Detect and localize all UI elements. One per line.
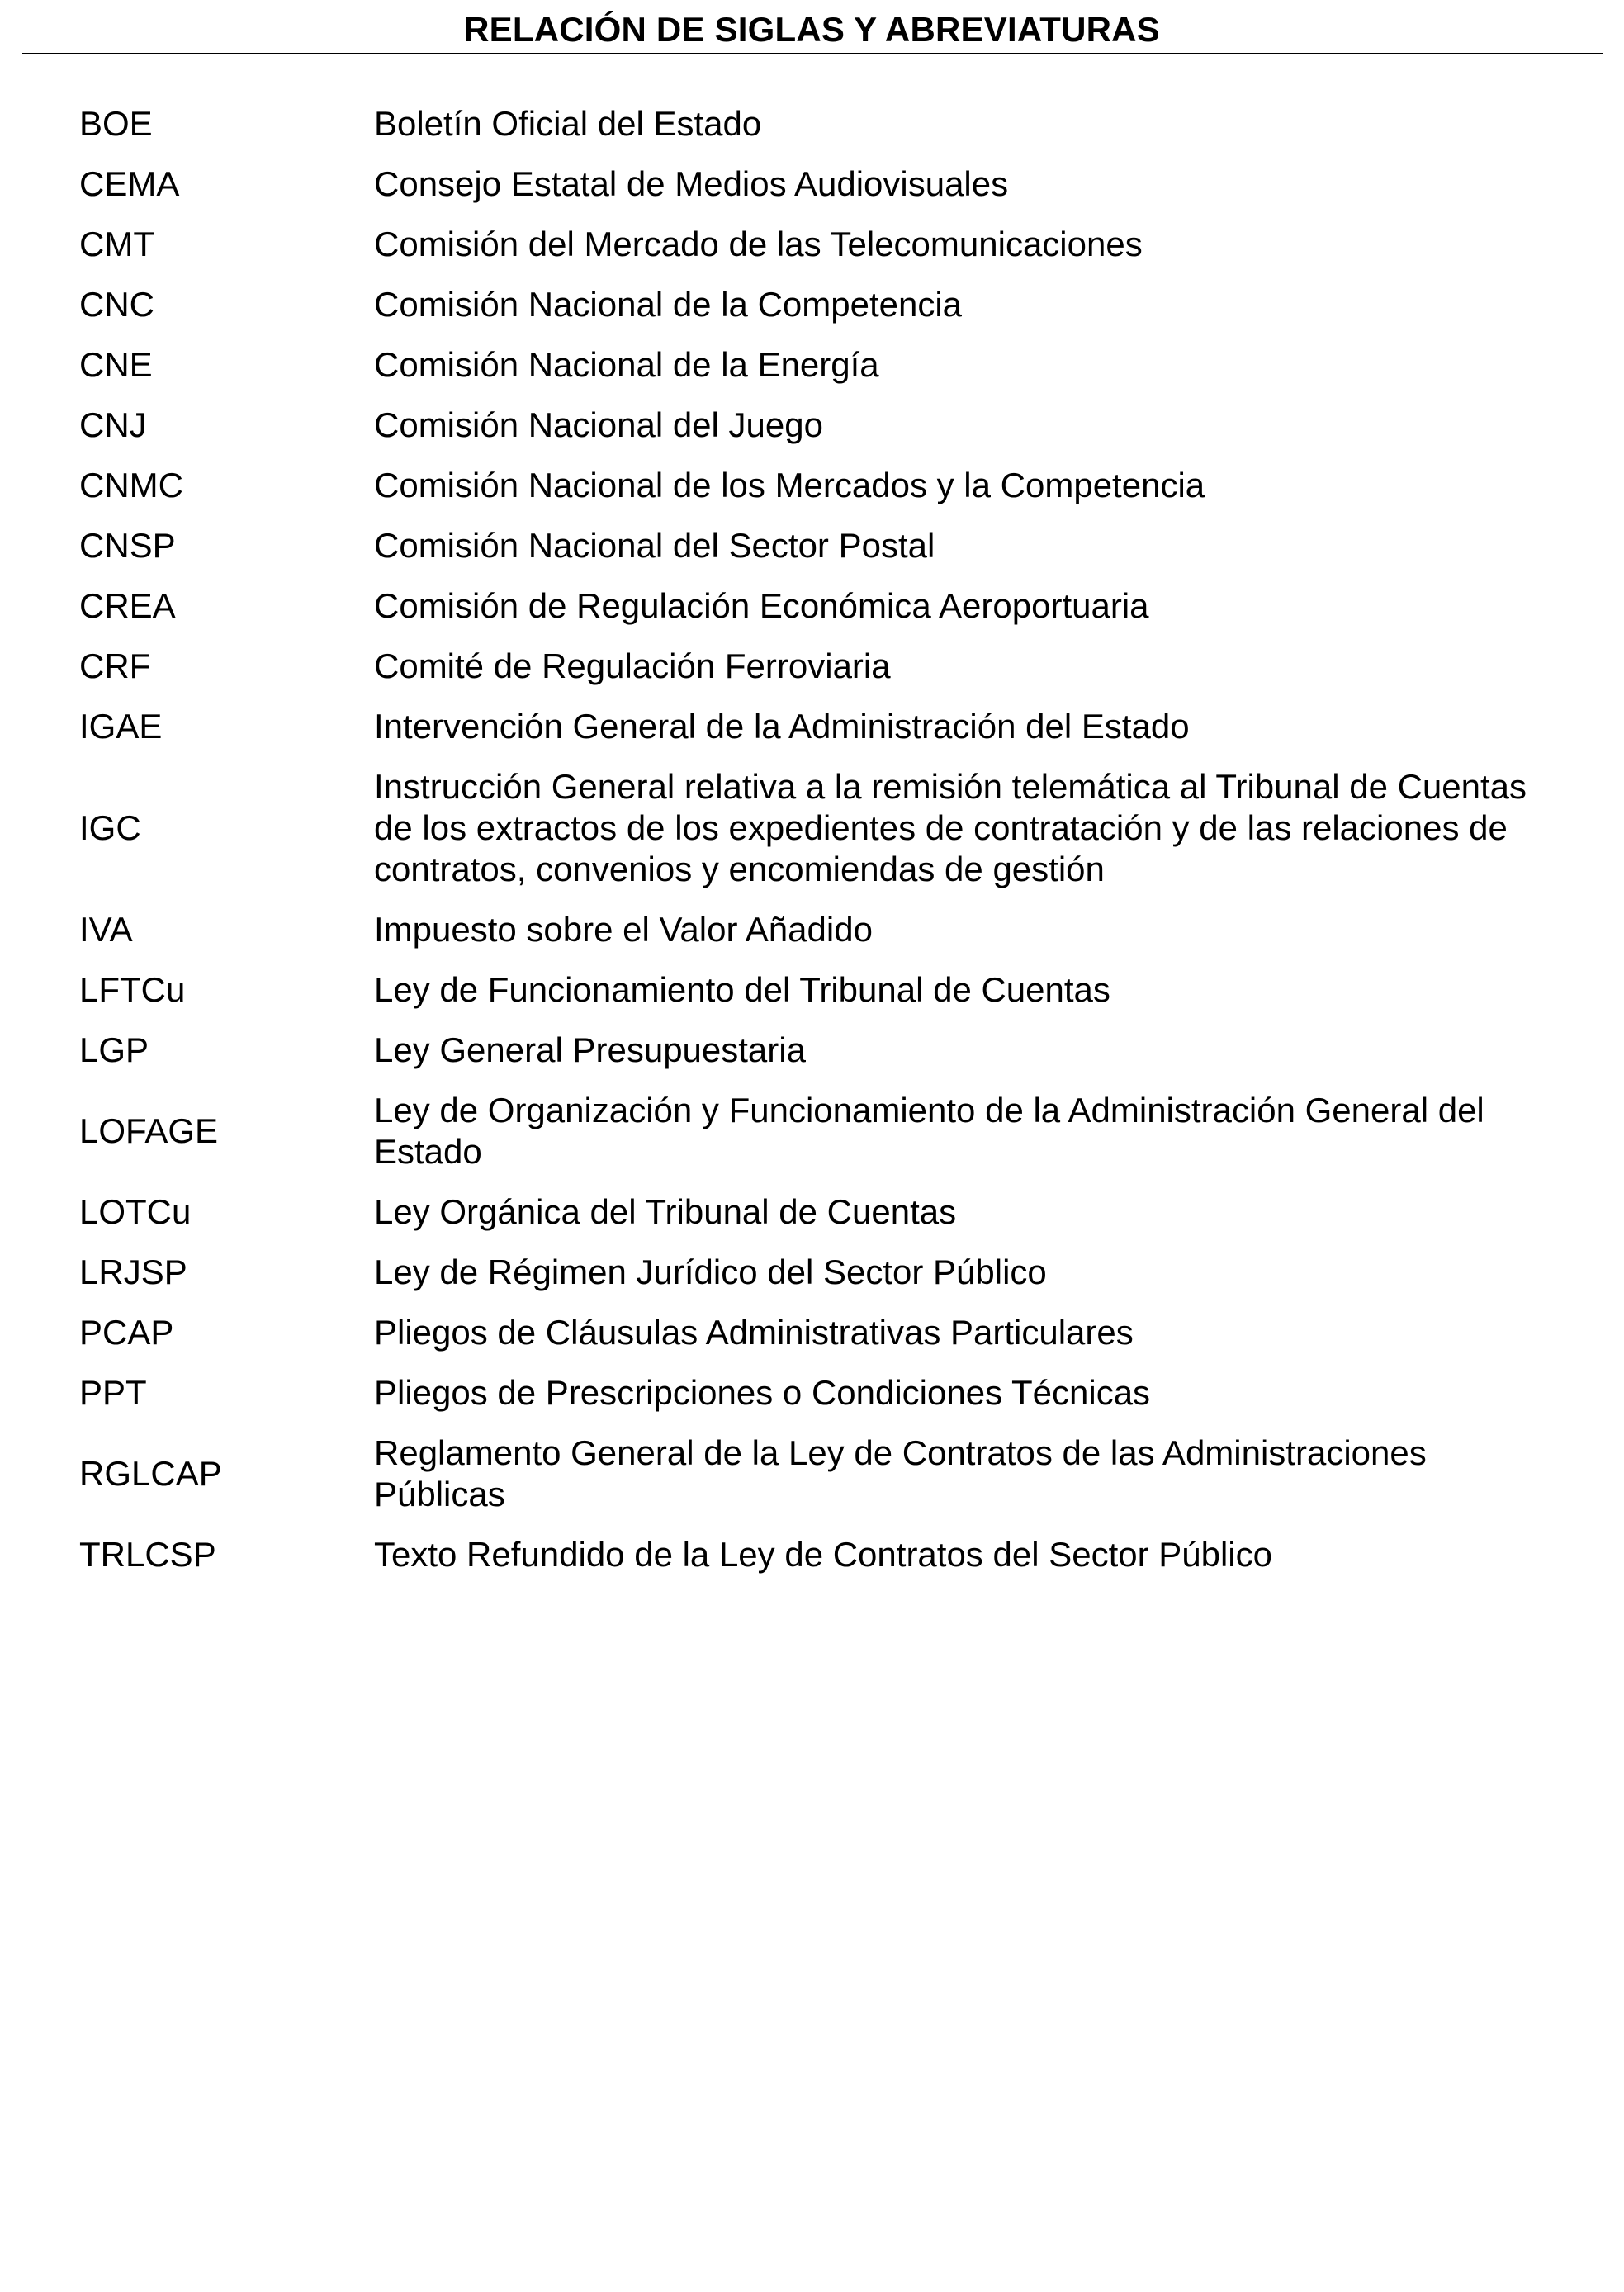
abbreviation-meaning: Comité de Regulación Ferroviaria	[374, 646, 891, 685]
abbreviation-code: CNJ	[79, 405, 147, 444]
abbreviation-meaning: Pliegos de Prescripciones o Condiciones Técnicas	[374, 1373, 1151, 1412]
abbreviation-meaning: Ley General Presupuestaria	[374, 1030, 806, 1069]
abbreviation-code: RGLCAP	[79, 1454, 222, 1493]
abbreviation-meaning: Instrucción General relativa a la remisión telemática al Tribunal de Cuentas de los extractos de los expedientes de contratación y de las relaciones de contratos, convenios y encomiendas de gestión	[374, 767, 1527, 888]
list-item	[79, 969, 1565, 1011]
abbreviation-meaning: Comisión Nacional del Juego	[374, 405, 823, 444]
abbreviation-meaning: Boletín Oficial del Estado	[374, 104, 762, 143]
list-item	[79, 1090, 1565, 1172]
abbreviation-code: CEMA	[79, 164, 180, 203]
list-item	[79, 1030, 1565, 1071]
list-item	[79, 344, 1565, 386]
abbreviation-meaning: Ley de Funcionamiento del Tribunal de Cuentas	[374, 970, 1110, 1009]
abbreviation-list	[79, 103, 1565, 1594]
abbreviation-code: BOE	[79, 104, 153, 143]
abbreviation-code: PCAP	[79, 1313, 174, 1352]
abbreviation-code: CRF	[79, 646, 151, 685]
list-item	[79, 224, 1565, 265]
title-divider	[22, 53, 1603, 54]
abbreviation-code: CNSP	[79, 526, 176, 565]
abbreviation-meaning: Texto Refundido de la Ley de Contratos del Sector Público	[374, 1535, 1273, 1574]
list-item	[79, 766, 1565, 890]
list-item	[79, 646, 1565, 687]
abbreviation-code: LOFAGE	[79, 1111, 219, 1150]
abbreviation-meaning: Ley de Régimen Jurídico del Sector Público	[374, 1253, 1047, 1291]
abbreviation-code: TRLCSP	[79, 1535, 216, 1574]
list-item	[79, 405, 1565, 446]
abbreviation-code: LFTCu	[79, 970, 186, 1009]
abbreviation-meaning: Ley Orgánica del Tribunal de Cuentas	[374, 1192, 957, 1231]
abbreviation-code: CNC	[79, 285, 154, 324]
abbreviation-meaning: Pliegos de Cláusulas Administrativas Particulares	[374, 1313, 1134, 1352]
abbreviation-meaning: Comisión Nacional de los Mercados y la Competencia	[374, 466, 1205, 504]
abbreviation-meaning: Reglamento General de la Ley de Contratos de las Administraciones Públicas	[374, 1433, 1427, 1513]
abbreviation-code: CNE	[79, 345, 153, 384]
list-item	[79, 465, 1565, 506]
list-item	[79, 1191, 1565, 1233]
abbreviation-code: IGAE	[79, 707, 163, 746]
abbreviation-code: LOTCu	[79, 1192, 192, 1231]
abbreviation-meaning: Impuesto sobre el Valor Añadido	[374, 910, 873, 949]
list-item	[79, 1252, 1565, 1293]
abbreviation-meaning: Intervención General de la Administración del Estado	[374, 707, 1190, 746]
abbreviation-code: IGC	[79, 808, 141, 847]
list-item	[79, 284, 1565, 325]
list-item	[79, 706, 1565, 747]
list-item	[79, 585, 1565, 627]
abbreviation-meaning: Comisión Nacional de la Competencia	[374, 285, 963, 324]
abbreviation-code: CREA	[79, 586, 176, 625]
list-item	[79, 163, 1565, 205]
list-item	[79, 909, 1565, 950]
list-item	[79, 1432, 1565, 1515]
abbreviation-code: CMT	[79, 225, 154, 263]
list-item	[79, 1534, 1565, 1575]
list-item	[79, 1372, 1565, 1414]
abbreviation-code: PPT	[79, 1373, 147, 1412]
page-title: RELACIÓN DE SIGLAS Y ABREVIATURAS	[464, 10, 1160, 49]
abbreviation-meaning: Comisión de Regulación Económica Aeroportuaria	[374, 586, 1149, 625]
list-item	[79, 1312, 1565, 1353]
abbreviation-meaning: Comisión del Mercado de las Telecomunicaciones	[374, 225, 1143, 263]
abbreviation-meaning: Comisión Nacional del Sector Postal	[374, 526, 935, 565]
abbreviation-code: LRJSP	[79, 1253, 187, 1291]
abbreviation-code: CNMC	[79, 466, 183, 504]
abbreviation-meaning: Consejo Estatal de Medios Audiovisuales	[374, 164, 1009, 203]
abbreviation-code: IVA	[79, 910, 133, 949]
abbreviation-meaning: Comisión Nacional de la Energía	[374, 345, 879, 384]
abbreviation-code: LGP	[79, 1030, 149, 1069]
list-item	[79, 525, 1565, 566]
abbreviation-meaning: Ley de Organización y Funcionamiento de la Administración General del Estado	[374, 1091, 1484, 1171]
list-item	[79, 103, 1565, 144]
